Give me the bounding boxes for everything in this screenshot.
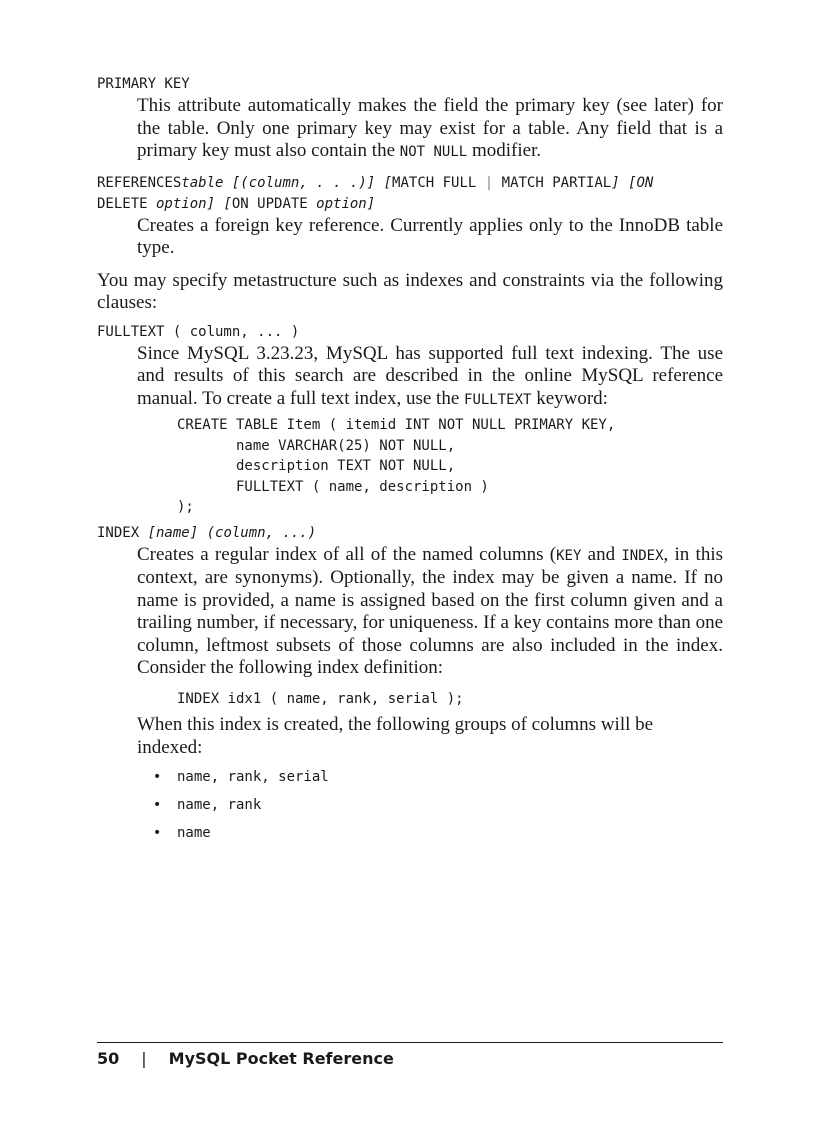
references-match-bar: | xyxy=(476,174,502,191)
index-after-text: When this index is created, the following groups of columns will be indexed: xyxy=(137,714,654,758)
references-update-option: option] xyxy=(307,195,376,212)
references-match-open: [ xyxy=(383,174,393,191)
fulltext-desc-tail: keyword: xyxy=(531,387,608,409)
references-prefix: REFERENCES xyxy=(97,174,182,191)
references-on-update: ON UPDATE xyxy=(231,195,308,212)
index-desc-index: INDEX xyxy=(621,547,664,564)
index-prefix: INDEX xyxy=(97,524,148,541)
fulltext-desc-code: FULLTEXT xyxy=(464,391,532,408)
fulltext-desc-text: Since MySQL 3.23.23, MySQL has supported full text indexing. The use and results of this search are described in the online MySQL reference manual. To create a full text index, use the xyxy=(137,342,723,409)
references-description: Creates a foreign key reference. Currently applies only to the InnoDB table type. xyxy=(137,214,723,258)
list-item-text: name xyxy=(177,825,211,841)
references-match-full: MATCH FULL xyxy=(392,174,477,191)
references-columns: [(column, . . .)] xyxy=(223,174,384,191)
intro-paragraph: You may specify metastructure such as indexes and constraints via the following clauses: xyxy=(97,269,723,313)
list-item xyxy=(137,791,723,819)
index-columns: (column, ...) xyxy=(198,524,317,541)
term-index xyxy=(97,523,723,544)
term-primary-key: PRIMARY KEY xyxy=(97,76,190,92)
term-fulltext: FULLTEXT ( column, ... ) xyxy=(97,323,300,340)
page-content xyxy=(97,74,723,847)
index-groups-list xyxy=(137,763,723,847)
primary-key-description xyxy=(137,95,723,164)
references-delete-option: option] xyxy=(147,195,224,212)
list-item xyxy=(137,819,723,847)
primary-key-desc-text: This attribute automatically makes the field the primary key (see later) for the table. Only one primary key may exist for a table. Any field that is a primary key must also contain the xyxy=(137,95,723,161)
index-desc-3: , in this context, are synonyms). Optionally, the index may be given a name. If no name is provided, a name is assigned based on the first column given and a trailing number, if necessary, for uniqueness. If a key contains more than one column, leftmost subsets of those columns are also included in the index. Consider the following index definition: xyxy=(137,543,723,678)
list-item-text: name, rank, serial xyxy=(177,769,329,785)
index-desc-1: Creates a regular index of all of the named columns ( xyxy=(137,543,557,565)
list-item xyxy=(137,763,723,791)
references-update-open: [ xyxy=(223,195,232,212)
bullet-icon: • xyxy=(153,825,162,841)
list-item-text: name, rank xyxy=(177,797,262,813)
references-delete: DELETE xyxy=(97,195,148,212)
bullet-icon: • xyxy=(153,769,162,785)
references-on-open: [ON xyxy=(628,174,654,191)
bullet-icon: • xyxy=(153,797,162,813)
term-references xyxy=(97,173,723,215)
primary-key-desc-code: NOT NULL xyxy=(399,144,468,160)
index-description xyxy=(137,544,723,680)
index-desc-key: KEY xyxy=(556,547,582,564)
primary-key-desc-tail: modifier. xyxy=(467,140,542,161)
index-desc-2: and xyxy=(581,543,622,565)
references-match-partial: MATCH PARTIAL xyxy=(501,174,612,191)
references-match-close: ] xyxy=(611,174,629,191)
fulltext-description xyxy=(137,343,723,412)
fulltext-code-example: CREATE TABLE Item ( itemid INT NOT NULL PRIMARY KEY, name VARCHAR(25) NOT NULL, description TEXT NOT NULL, FULLTEXT ( name, description ) ); xyxy=(177,417,616,515)
page-number: 50 xyxy=(97,1049,120,1068)
footer-separator: | xyxy=(141,1049,147,1068)
references-table: table xyxy=(181,174,224,191)
index-name: [name] xyxy=(147,524,199,541)
index-code-example: INDEX idx1 ( name, rank, serial ); xyxy=(177,690,464,707)
book-title: MySQL Pocket Reference xyxy=(168,1049,394,1068)
page-footer xyxy=(97,1042,723,1068)
